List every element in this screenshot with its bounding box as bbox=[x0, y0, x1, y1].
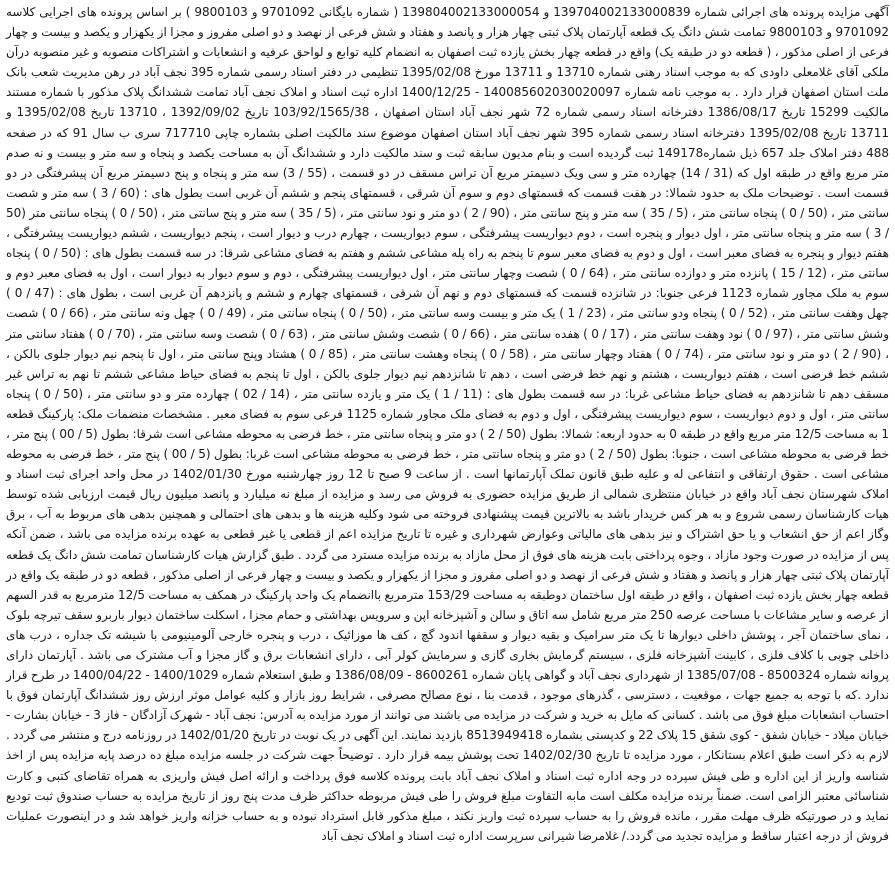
notice-body-text: آگهی مزایده پرونده های اجرائی شماره 13970400213300083‌9 و 139804002133000054 ( شماره بایگانی 9701092 و 9800103 ) بر اساس پرونده های اجرایی کلاسه 9701092 و 9800103 تمامت شش دانگ یک قطعه آپارتمان پلاک ثبتی چهار هزار و پانصد و هفتاد و شش فرعی از نهصد و دو اصلی مفروز و مجزا از یکهزار و یکصد و بیست و چهار فرعی از اصلی مذکور ، ( قطعه دو در طبقه یک) واقع در قطعه چهار بخش یازده ثبت اصفهان به انضمام کلیه توابع و لواحق عرفیه و انشعابات و اشتراکات منصوبه و غیر منصوبه درآن ملکی آقای غلامعلی داودی که به موجب اسناد رهنی شماره 13710 و 13711 مورخ 1395/02/08 تنظیمی در دفتر اسناد رسمی شماره 395 نجف آباد در رهن مدیریت شعب بانک ملت استان اصفهان قرار دارد . به موجب نامه شماره 140085602030020097 - 1400/12/25 اداره ثبت اسناد و املاک نجف آباد تمامت ششدانگ پلاک مذکور با شماره مستند مالکیت 15299 تاریخ 1386/08/17 دفترخانه اسناد رسمی شماره 72 شهر نجف آباد استان اصفهان ، 103/92/1565/38 تاریخ 1392/09/02 ، 13710 تاریخ 1395/02/08 و 13711 تاریخ 1395/02/08 دفترخانه اسناد رسمی شماره 395 شهر نجف آباد استان اصفهان موضوع سند مالکیت اصلی بشماره چاپی 717710 سری ب سال 91 که در صفحه 488 دفتر املاک جلد 657 ذیل شماره149178 ثبت گردیده است و بنام مدیون سابقه ثبت و سند مالکیت دارد و ششدانگ آن به مساحت یکصد و پنجاه و سه متر و بیست و نه صدم متر مربع واقع در طبقه اول که (31 / 14) چهارده متر و سی ویک دسیمتر مربع آن تراس مسقف در دو قسمت ، (55 / 3) سه متر و پنجاه و پنج دسیمتر مربع آن پیشرفتگی در دو قسمت است . توضیحات ملک به حدود شمالا: در هفت قسمت که قسمتهای دوم و سوم آن شرقی ، قسمتهای پنجم و ششم آن غربی است بطول های : (60 / 3 ) سه متر و شصت سانتی متر ، (50 / 0 ) پنجاه سانتی متر ، (5 / 35 ) سه متر و پنج سانتی متر ، (90 / 2 ) دو متر و نود سانتی متر ، (5 / 35 ) سه متر و پنج سانتی متر ، (50 / 0 ) پنجاه سانتی متر (50 / 3 ) سه متر و پنجاه سانتی متر ، اول دیوار و پنجره است ، دوم دیواریست پیشرفتگی ، سوم دیواریست ، چهارم درب و دیوار است ، پنجم دیواریست ، ششم دیواریست پیشرفتگی ، هفتم دیوار و پنجره به فضای معبر است ، اول و دوم به فضای معبر سوم تا پنجم به راه پله مشاعی ششم و هفتم به فضای مشاعی شرقا: در سه قسمت بطول های : (50 / 0 ) پنجاه سانتی متر ، (12 / 15 ) پانزده متر و دوازده سانتی متر ، (64 / 0 ) شصت وچهار سانتی متر ، اول دیواریست پیشرفتگی ، دوم و سوم دیوار به دیوار است ، اول به فضای معبر دوم و سوم به ملک مجاور شماره 1123 فرعی جنوبا: در شانزده قسمت که قسمتهای دوم و نهم آن شرقی ، قسمتهای چهارم و ششم و پانزدهم آن غربی است ، بطول های : (47 / 0 ) چهل وهفت سانتی متر ، (52 / 0 ) پنجاه ودو سانتی متر ، (23 / 1 ) یک متر و بیست وسه سانتی متر ، (50 / 0 ) پنجاه سانتی متر ، (49 / 0 ) چهل ونه سانتی متر ، (66 / 0 ) شصت وشش سانتی متر ، (97 / 0 ) نود وهفت سانتی متر ، (17 / 0 ) هفده سانتی متر ، (66 / 0 ) شصت وشش سانتی متر ، (63 / 0 ) شصت وسه سانتی متر ، (70 / 0 ) هفتاد سانتی متر ، (90 / 2 ) دو متر و نود سانتی متر ، (74 / 0 ) هفتاد وچهار سانتی متر ، (58 / 0 ) پنجاه وهشت سانتی متر ، (85 / 0 ) هشتاد وپنج سانتی متر ، اول تا پنجم نیم دیوار جلوی بالکن ، ششم خط فرضی است ، هفتم دیواریست ، هشتم و نهم خط فرضی است ، دهم تا شانزدهم نیم دیوار جلوی بالکن ، اول تا پنجم به فضای حیاط مشاعی ششم تا نهم به تراس غیر مسقف دهم تا شانزدهم به فضای حیاط مشاعی غربا: در سه قسمت بطول های : (11 / 1 ) یک متر و یازده سانتی متر ، (14 / 02 ) چهارده متر و دو سانتی متر ، (50 / 0 ) پنجاه سانتی متر ، اول و دوم دیواریست ، سوم دیواریست پیشرفتگی ، اول و دوم به فضای ملک مجاور شماره 1125 فرعی سوم به فضای معبر . مشخصات منضمات ملک: پارکینگ قطعه 1 به مساحت 12/5 متر مربع واقع در طبقه 0 به حدود اربعه: شمالا: بطول (50 / 2 ) دو متر و پنجاه سانتی متر ، خط فرضی به محوطه مشاعی است شرقا: بطول (5 / 00 ) پنج متر ، خط فرضی به محوطه مشاعی است ، جنوبا: بطول (50 / 2 ) دو متر و پنجاه سانتی متر ، خط فرضی به محوطه مشاعی است غربا: بطول (5 / 00 ) پنج متر ، خط فرضی به محوطه مشاعی است . حقوق ارتفاقی و انتفاعی له و علیه طبق قانون تملک آپارتمانها است . از ساعت 9 صبح تا 12 روز چهارشنبه مورخ 1402/01/30 در محل واحد اجرای ثبت اسناد و املاک شهرستان نجف آباد واقع در خیابان منتظری شمالی از طریق مزایده حضوری به فروش می رسد و مزایده از مبلغ نه میلیارد و پانصد میلیون ریال قیمت ارزیابی شده توسط هیات کارشناسان رسمی شروع و به هر کس خریدار باشد به بالاترین قیمت پیشنهادی فروخته می شود وکلیه هزینه ها و بدهی های احتمالی و همچنین بدهی های مربوط به آب ، برق وگاز اعم از حق انشعاب و یا حق اشتراک و نیز بدهی های مالیاتی وعوارض شهرداری و غیره تا تاریخ مزایده اعم از قطعی یا غیر قطعی به عهده برنده مزایده می باشد ، ضمن آنکه پس از مزایده در صورت وجود مازاد ، وجوه پرداختی بابت هزینه های فوق از محل مازاد به برنده مزایده مسترد می گردد . طبق گزارش هیات کارشناسان تمامت شش دانگ یک قطعه آپارتمان پلاک ثبتی چهار هزار و پانصد و هفتاد و شش فرعی از نهصد و دو اصلی مفروز و مجزا از یکهزار و یکصد و بیست و چهار فرعی از اصلی مذکور ، قطعه دو در طبقه یک واقع در قطعه چهار بخش یازده ثبت اصفهان ، واقع در طبقه اول ساختمان دوطبقه به مساحت 153/29 مترمربع باانضمام یک واحد پارکینگ در همکف به مساحت 12/5 مترمربع به قدر السهم از عرصه و سایر مشاعات با مساحت عرصه 250 متر مربع شامل سه اتاق و سالن و آشپزخانه اپن و سرویس بهداشتی و حمام مجزا ، اسکلت ساختمان دیوار باربرو سقف تیرچه بلوک ، نمای ساختمان آجر ، پوشش داخلی دیوارها تا یک متر سرامیک و بقیه دیوار و سقفها اندود گچ ، کف ها موزائیک ، درب و پنجره خارجی آلومینیومی با شیشه تک جداره ، درب های داخلی چوبی با کلاف فلزی ، کابینت آشپزخانه فلزی ، سیستم گرمایش بخاری گازی و سرمایش کولر آبی ، دارای انشعابات برق و گاز مجزا و آب مشترک می باشد . آپارتمان دارای پروانه شماره 8500324 - 1385/07/08 از شهرداری نجف آباد و گواهی پایان شماره 8600261 - 1386/08/09 و طبق استعلام شماره 1400/1029 - 1400/04/22 در طرح قرار ندارد .که با توجه به جمیع جهات ، موقعیت ، دسترسی ، گذرهای موجود ، قدمت بنا ، نوع مصالح مصرفی ، شرایط روز بازار و کلیه عوامل موثر ارزش روز ششدانگ آپارتمان فوق با احتساب انشعابات مبلغ فوق می باشد . کسانی که مایل به خرید و شرکت در مزایده می باشند می توانند از مورد مزایده به آدرس: نجف آباد - شهرک آزادگان - فاز 3 - خیابان بشارت - خیابان میلاد - خیابان شفق - کوی شقق 15 پلاک 22 و کدپستی بشماره 8513949418 بازدید نمایند. این آگهی در یک نوبت در تاریخ 1402/01/20 در روزنامه درج و منتشر می گردد . لازم به ذکر است طبق اعلام بستانکار ، مورد مزایده تا تاریخ 1402/02/30 تحت پوشش بیمه قرار دارد . توضیحاً جهت شرکت در جلسه مزایده مبلغ ده درصد پایه مزایده پس از اخذ شناسه واریز از این اداره و طی فیش سپرده در وجه اداره ثبت اسناد و املاک نجف آباد بابت پرونده کلاسه فوق پرداخت و ارائه اصل فیش واریزی به همراه تقاضای کتبی و کارت شناسائی معتبر الزامی است. ضمناً برنده مزایده مکلف است مابه التفاوت مبلغ فروش را طی فیش مربوطه حداکثر ظرف مدت پنج روز از تاریخ مزایده به حساب صندوق ثبت تودیع نماید و در صورتیکه ظرف مهلت مقرر ، مانده فروش را به حساب سپرده ثبت واریز نکند ، مبلغ مذکور قابل استرداد نبوده و به حساب خزانه واریز خواهد شد و در اینصورت عملیات فروش از درجه اعتبار ساقط و مزایده تجدید می گردد./ غلامرضا شیرانی سرپرست اداره ثبت اسناد و املاک نجف آباد bbox=[6, 5, 890, 843]
